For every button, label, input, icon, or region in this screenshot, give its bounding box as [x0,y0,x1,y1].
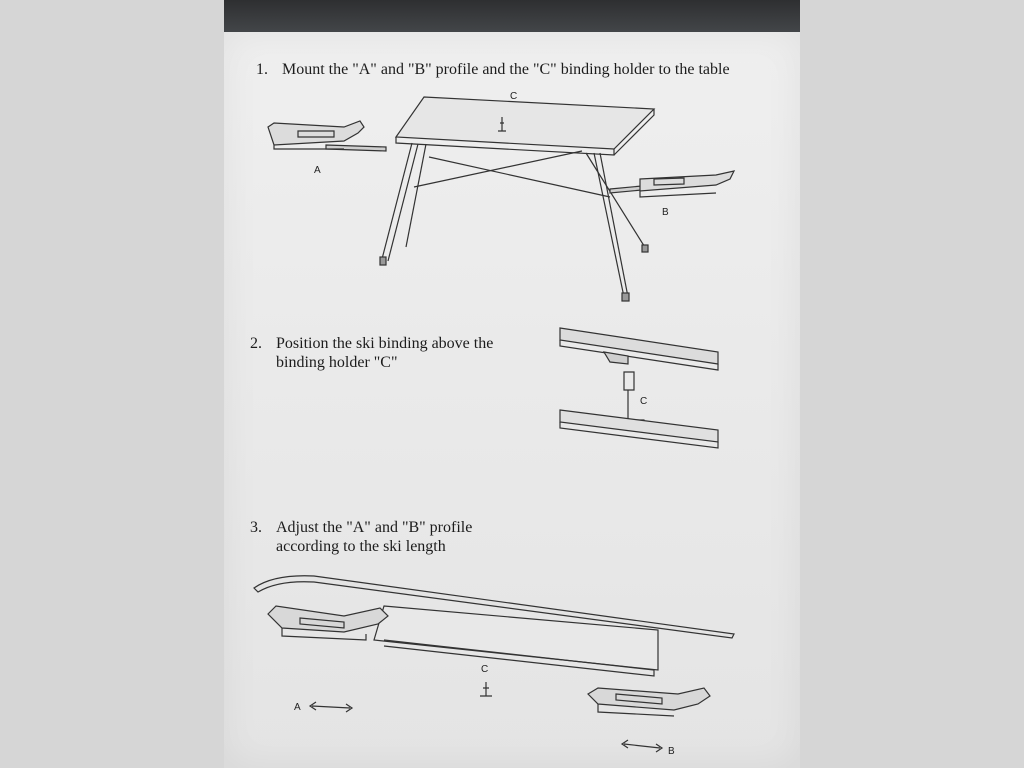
step-2-number: 2. [250,335,262,352]
figure3-label-b: B [668,746,675,757]
figure2-label-c: C [640,396,648,407]
step-1-number: 1. [256,61,268,78]
figure-profile-adjustment [254,570,774,757]
dark-background-strip [224,0,800,34]
figure3-label-c: C [481,664,489,675]
step-2-text-line2: binding holder "C" [276,354,398,371]
step-3 [250,518,472,556]
figure1-label-a: A [314,165,321,176]
figure1-label-b: B [662,207,669,218]
step-3-text-line1: Adjust the "A" and "B" profile [276,519,473,536]
arrow-b [622,740,662,752]
profile-a-illustration-2 [268,606,388,640]
step-1-text: Mount the "A" and "B" profile and the "C" binding holder to the table [282,61,730,78]
step-2-text-line1: Position the ski binding above the [276,335,494,352]
step-1 [256,60,730,79]
instruction-sheet [224,32,800,768]
figure-binding-position [558,324,728,464]
ski-binding-illustration [560,328,718,370]
ski-rail-illustration [560,410,718,448]
profile-a-illustration [268,121,386,151]
step-2 [250,334,493,372]
figure3-label-a: A [294,702,301,713]
binding-holder-c-illustration-2 [480,682,492,696]
profile-b-illustration [610,171,734,197]
step-3-number: 3. [250,519,262,536]
figure1-label-c: C [510,91,518,102]
profile-b-illustration-2 [588,688,710,716]
figure-table-assembly [264,87,744,307]
table-illustration [380,97,654,301]
step-3-text-line2: according to the ski length [276,538,446,555]
arrow-a [310,702,352,712]
